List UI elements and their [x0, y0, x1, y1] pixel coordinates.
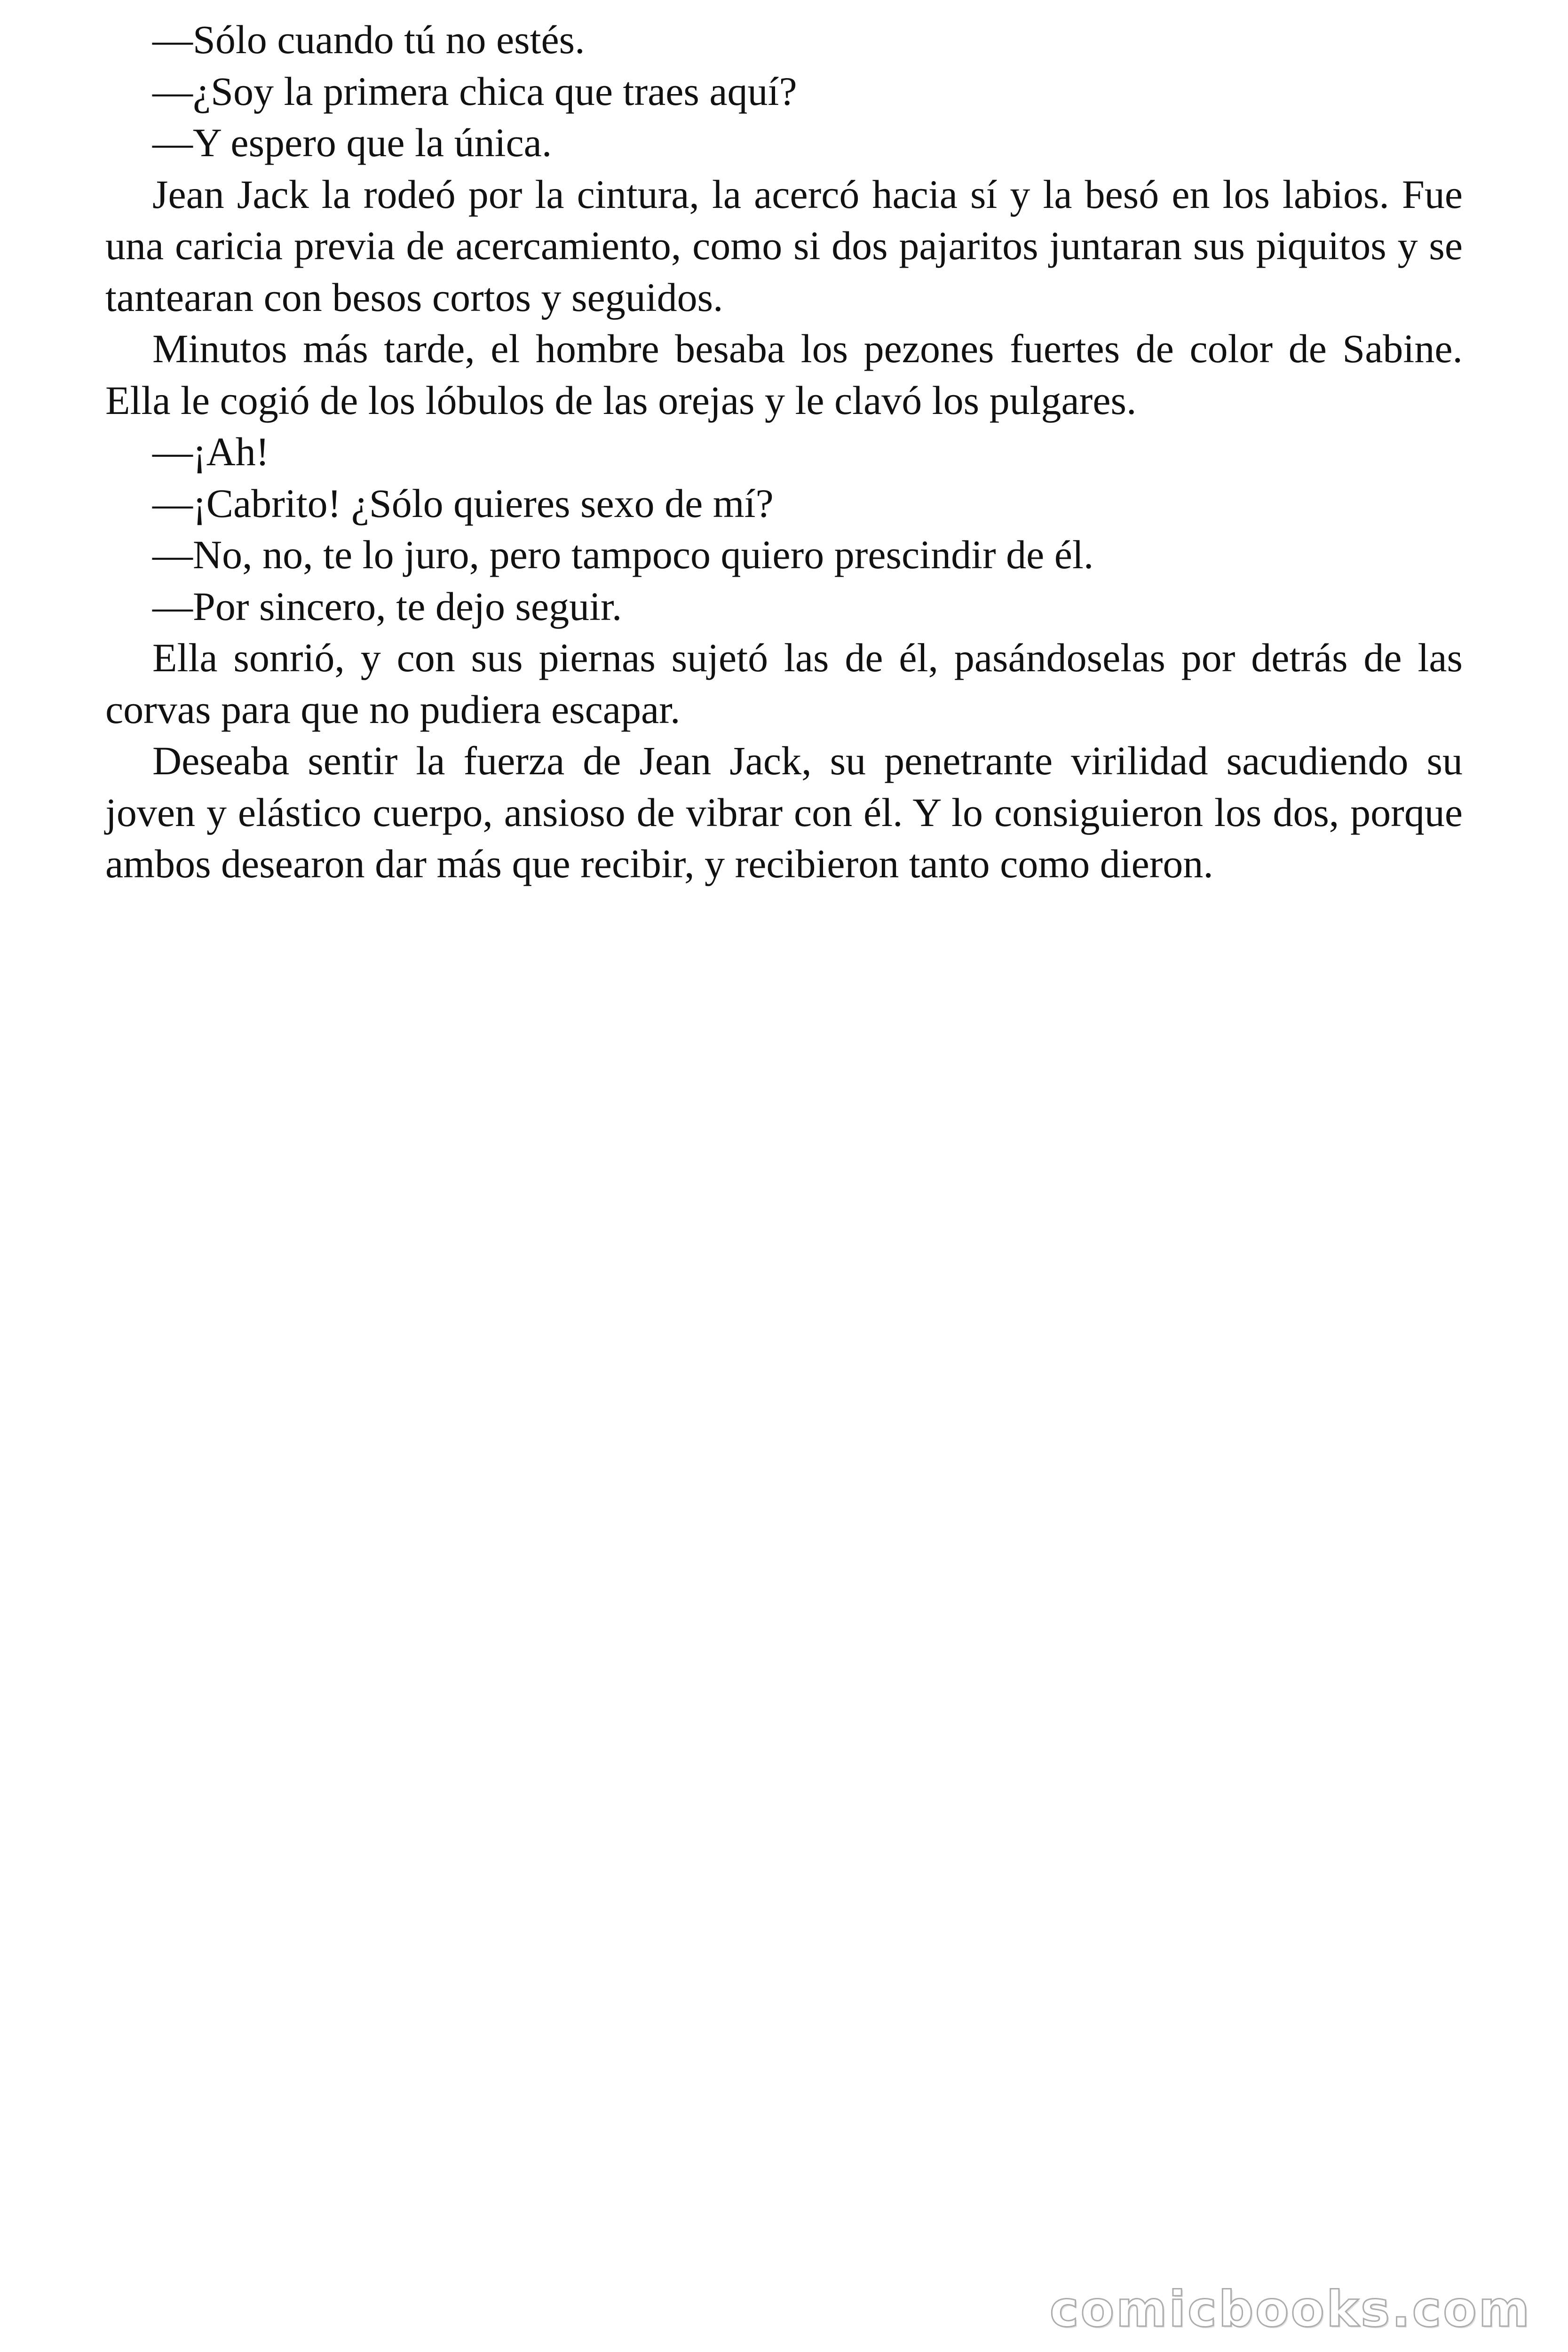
page-body	[105, 14, 1463, 890]
paragraph: —Por sincero, te dejo seguir.	[152, 583, 622, 629]
paragraph: —¿Soy la primera chica que traes aquí?	[152, 68, 797, 114]
paragraph: Ella sonrió, y con sus piernas sujetó las de él, pasándoselas por detrás de las corvas para que no pudiera escapar.	[105, 635, 1463, 732]
watermark: comicbooks.com	[1049, 2280, 1531, 2338]
paragraph: —Y espero que la única.	[152, 120, 552, 165]
paragraph: —¡Cabrito! ¿Sólo quieres sexo de mí?	[152, 480, 774, 526]
paragraph: —No, no, te lo juro, pero tampoco quiero prescindir de él.	[152, 532, 1094, 577]
paragraph: Minutos más tarde, el hombre besaba los pezones fuertes de color de Sabine. Ella le cogió de los lóbulos de las orejas y le clavó los pulgares.	[105, 326, 1463, 423]
paragraph: Deseaba sentir la fuerza de Jean Jack, su penetrante virilidad sacudiendo su joven y elástico cuerpo, ansioso de vibrar con él. Y lo consiguieron los dos, porque ambos desearon dar más que recibir, y recibieron tanto como dieron.	[105, 738, 1463, 886]
paragraph: Jean Jack la rodeó por la cintura, la acercó hacia sí y la besó en los labios. Fue una caricia previa de acercamiento, como si dos pajaritos juntaran sus piquitos y se tantearan con besos cortos y seguidos.	[105, 171, 1463, 320]
paragraph: —¡Ah!	[152, 429, 269, 474]
paragraph: —Sólo cuando tú no estés.	[152, 17, 585, 62]
